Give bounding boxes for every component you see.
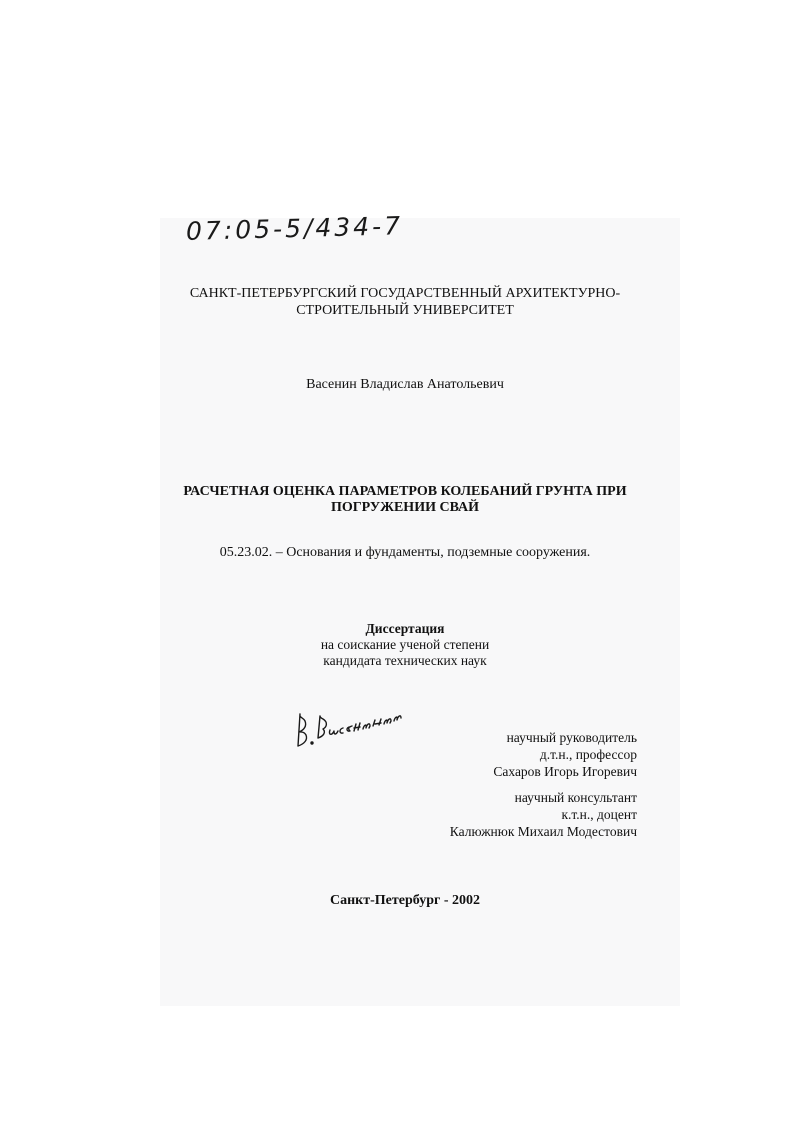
degree-kind: Диссертация xyxy=(365,621,445,636)
supervisor-rank: д.т.н., профессор xyxy=(539,747,637,762)
consultant-name: Калюжнюк Михаил Модестович xyxy=(449,824,637,839)
title-line-2: ПОГРУЖЕНИИ СВАЙ xyxy=(330,500,480,515)
specialty-code: 05.23.02. – Основания и фундаменты, подземные сооружения. xyxy=(219,545,591,560)
supervisor-block xyxy=(337,729,637,780)
consultant-block xyxy=(337,789,637,840)
title-line-1: РАСЧЕТНАЯ ОЦЕНКА ПАРАМЕТРОВ КОЛЕБАНИЙ ГРУНТА ПРИ xyxy=(183,484,627,499)
consultant-rank: к.т.н., доцент xyxy=(561,807,637,822)
archive-code-handwritten: 07:05-5/434-7 xyxy=(185,211,404,246)
dissertation-title xyxy=(150,484,660,516)
university-line-1: САНКТ-ПЕТЕРБУРГСКИЙ ГОСУДАРСТВЕННЫЙ АРХИТЕКТУРНО- xyxy=(189,286,621,301)
degree-block xyxy=(150,621,660,669)
page-sheet xyxy=(160,218,680,1006)
supervisor-name: Сахаров Игорь Игоревич xyxy=(493,764,637,779)
city-year: Санкт-Петербург - 2002 xyxy=(329,893,481,908)
degree-line-1: на соискание ученой степени xyxy=(320,637,490,652)
degree-line-2: кандидата технических наук xyxy=(323,653,487,668)
author-name: Васенин Владислав Анатольевич xyxy=(306,377,504,392)
university-name xyxy=(150,285,660,319)
university-line-2: СТРОИТЕЛЬНЫЙ УНИВЕРСИТЕТ xyxy=(296,303,514,318)
supervisor-role: научный руководитель xyxy=(506,730,637,745)
consultant-role: научный консультант xyxy=(514,790,637,805)
